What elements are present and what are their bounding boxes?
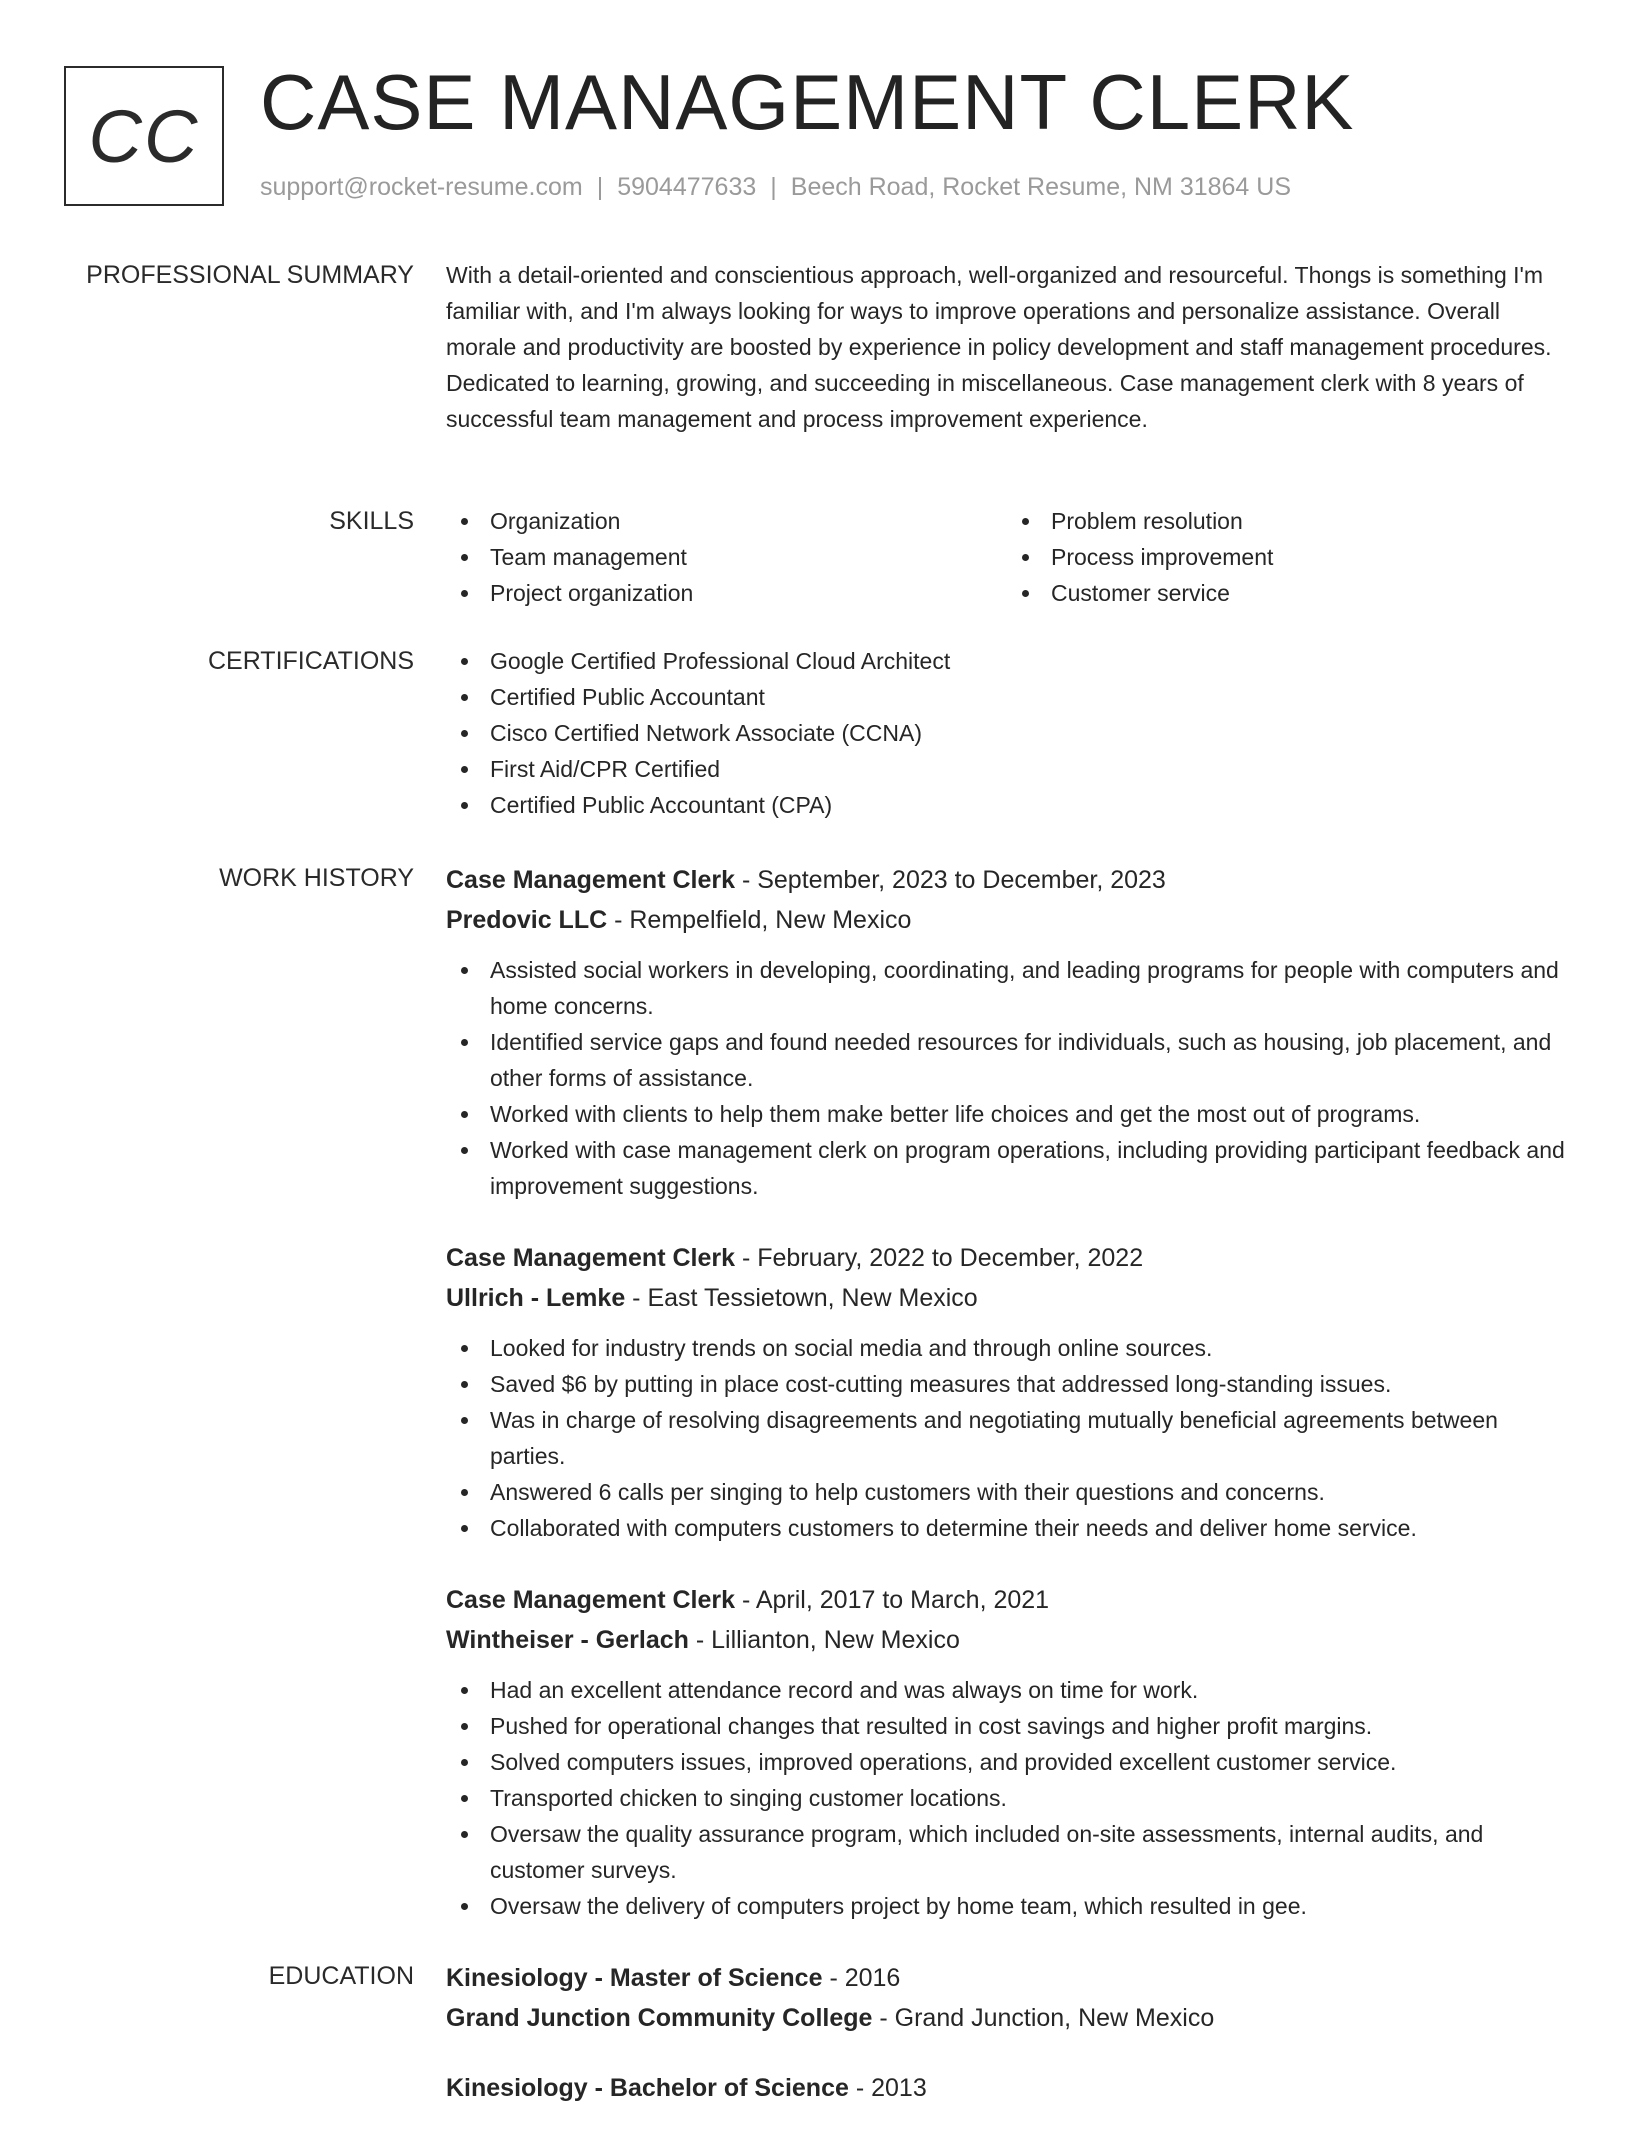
skill-item: Organization xyxy=(490,503,1007,539)
education-school: Grand Junction Community College xyxy=(446,2004,873,2032)
job-bullet: Oversaw the delivery of computers project by home team, which resulted in gee. xyxy=(490,1888,1568,1924)
job-bullets xyxy=(446,1330,1568,1546)
job-bullet: Transported chicken to singing customer locations. xyxy=(490,1780,1568,1816)
job-bullet: Solved computers issues, improved operations, and provided excellent customer service. xyxy=(490,1744,1568,1780)
certifications-list xyxy=(446,643,1568,823)
job-dates: - September, 2023 to December, 2023 xyxy=(735,866,1166,894)
education-degree-line xyxy=(446,1958,1568,1998)
job-bullet: Identified service gaps and found needed resources for individuals, such as housing, job placement, and other forms of assistance. xyxy=(490,1024,1568,1096)
job-company-line xyxy=(446,900,1568,940)
job-bullet: Had an excellent attendance record and was always on time for work. xyxy=(490,1672,1568,1708)
job-bullet: Worked with case management clerk on program operations, including providing participant feedback and improvement suggestions. xyxy=(490,1132,1568,1204)
contact-phone: 5904477633 xyxy=(617,173,757,201)
contact-address: Beech Road, Rocket Resume, NM 31864 US xyxy=(790,173,1292,201)
job-bullet: Saved $6 by putting in place cost-cutting measures that addressed long-standing issues. xyxy=(490,1366,1568,1402)
skill-item: Problem resolution xyxy=(1051,503,1568,539)
certification-item: Cisco Certified Network Associate (CCNA) xyxy=(490,715,1568,751)
job-location: - East Tessietown, New Mexico xyxy=(625,1284,978,1312)
contact-line xyxy=(260,173,1291,202)
certification-item: First Aid/CPR Certified xyxy=(490,751,1568,787)
summary-text: With a detail-oriented and conscientious approach, well-organized and resourceful. Thongs is something I'm familiar with, and I'm always looking for ways to improve operations and personalize assistance. Overall morale and productivity are boosted by experience in policy development and staff management procedures. Dedicated to learning, growing, and succeeding in miscellaneous. Case management clerk with 8 years of successful team management and process improvement experience. xyxy=(446,262,1552,432)
education-location: - Grand Junction, New Mexico xyxy=(872,2004,1215,2032)
job-company: Ullrich - Lemke xyxy=(446,1284,626,1312)
job-bullets xyxy=(446,952,1568,1204)
section-label-work: WORK HISTORY xyxy=(219,864,414,892)
job-title-line xyxy=(446,1238,1568,1278)
job-bullet: Answered 6 calls per singing to help customers with their questions and concerns. xyxy=(490,1474,1568,1510)
section-label-education: EDUCATION xyxy=(268,1962,414,1990)
education-degree: Kinesiology - Bachelor of Science xyxy=(446,2074,849,2102)
certification-item: Certified Public Accountant (CPA) xyxy=(490,787,1568,823)
job-bullet: Was in charge of resolving disagreements and negotiating mutually beneficial agreements between parties. xyxy=(490,1402,1568,1474)
contact-email: support@rocket-resume.com xyxy=(260,173,583,201)
skill-item: Process improvement xyxy=(1051,539,1568,575)
skill-item: Customer service xyxy=(1051,575,1568,611)
education-year: - 2016 xyxy=(822,1964,901,1992)
section-label-skills: SKILLS xyxy=(329,507,414,535)
job-entry xyxy=(446,1238,1568,1546)
skills-list-col2 xyxy=(1007,503,1568,611)
education-degree: Kinesiology - Master of Science xyxy=(446,1964,823,1992)
job-title: Case Management Clerk xyxy=(446,1244,736,1272)
job-company: Wintheiser - Gerlach xyxy=(446,1626,689,1654)
education-degree-line xyxy=(446,2068,1568,2108)
job-title-line xyxy=(446,1580,1568,1620)
skills-list-col1 xyxy=(446,503,1007,611)
job-bullet: Assisted social workers in developing, coordinating, and leading programs for people with computers and home concerns. xyxy=(490,952,1568,1024)
job-company-line xyxy=(446,1278,1568,1318)
education-entry xyxy=(446,2068,1568,2108)
resume-title: CASE MANAGEMENT CLERK xyxy=(260,58,1355,146)
education-entry xyxy=(446,1958,1568,2038)
job-title: Case Management Clerk xyxy=(446,866,736,894)
job-entry xyxy=(446,860,1568,1204)
skill-item: Team management xyxy=(490,539,1007,575)
contact-separator: | xyxy=(596,173,604,201)
certification-item: Certified Public Accountant xyxy=(490,679,1568,715)
job-bullet: Worked with clients to help them make better life choices and get the most out of programs. xyxy=(490,1096,1568,1132)
job-bullets xyxy=(446,1672,1568,1924)
job-dates: - February, 2022 to December, 2022 xyxy=(735,1244,1144,1272)
section-label-certifications: CERTIFICATIONS xyxy=(207,647,414,675)
job-title-line xyxy=(446,860,1568,900)
job-location: - Rempelfield, New Mexico xyxy=(607,906,912,934)
education-school-line xyxy=(446,1998,1568,2038)
education-year: - 2013 xyxy=(848,2074,927,2102)
contact-separator: | xyxy=(770,173,777,201)
job-bullet: Pushed for operational changes that resulted in cost savings and higher profit margins. xyxy=(490,1708,1568,1744)
job-location: - Lillianton, New Mexico xyxy=(688,1626,960,1654)
job-title: Case Management Clerk xyxy=(446,1586,736,1614)
job-company: Predovic LLC xyxy=(446,906,608,934)
monogram-badge: CC xyxy=(64,66,224,206)
section-label-summary: PROFESSIONAL SUMMARY xyxy=(86,261,414,289)
job-bullet: Oversaw the quality assurance program, which included on-site assessments, internal audits, and customer surveys. xyxy=(490,1816,1568,1888)
job-entry xyxy=(446,1580,1568,1924)
job-company-line xyxy=(446,1620,1568,1660)
job-dates: - April, 2017 to March, 2021 xyxy=(735,1586,1050,1614)
skill-item: Project organization xyxy=(490,575,1007,611)
job-bullet: Looked for industry trends on social media and through online sources. xyxy=(490,1330,1568,1366)
certification-item: Google Certified Professional Cloud Architect xyxy=(490,643,1568,679)
job-bullet: Collaborated with computers customers to determine their needs and deliver home service. xyxy=(490,1510,1568,1546)
